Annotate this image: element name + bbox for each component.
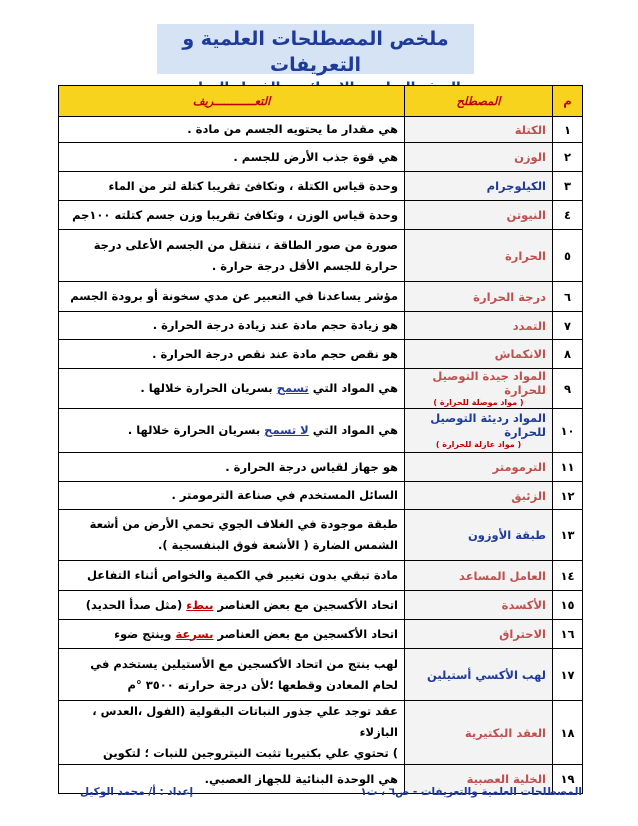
page-footer bbox=[58, 786, 582, 802]
row-term: التمدد bbox=[405, 312, 553, 340]
glossary-table bbox=[58, 85, 583, 794]
table-row bbox=[59, 482, 583, 510]
row-definition: هو نقص حجم مادة عند نقص درجة الحرارة . bbox=[59, 340, 405, 369]
table-header-row bbox=[59, 86, 583, 117]
row-term bbox=[405, 409, 553, 453]
table-row bbox=[59, 701, 583, 765]
table-row bbox=[59, 340, 583, 369]
row-definition: هي الوحدة البنائية للجهاز العصبي. bbox=[59, 765, 405, 794]
row-num: ١٣ bbox=[553, 510, 583, 561]
term-note: ( مواد عازلة للحرارة ) bbox=[435, 440, 522, 449]
row-term: الانكماش bbox=[405, 340, 553, 369]
row-definition: وحدة قياس الكتلة ، وتكافئ تقريبا كتلة لتر من الماء bbox=[59, 172, 405, 201]
row-term: الترمومتر bbox=[405, 453, 553, 482]
row-num: ١٤ bbox=[553, 561, 583, 591]
definition-part: وينتج ضوء bbox=[114, 626, 172, 641]
row-num: ٨ bbox=[553, 340, 583, 369]
row-term: الكتلة bbox=[405, 117, 553, 143]
definition-part: اتحاد الأكسجين مع بعض العناصر bbox=[217, 626, 398, 641]
definition-line: الشمس الضارة ( الأشعة فوق البنفسجية ). bbox=[157, 538, 398, 552]
definition-part: (مثل صدأ الحديد) bbox=[85, 597, 183, 612]
row-num: ١١ bbox=[553, 453, 583, 482]
row-definition bbox=[59, 649, 405, 701]
row-definition: مادة تبقي بدون تغيير في الكمية والخواص أثناء التفاعل bbox=[59, 561, 405, 591]
table-row bbox=[59, 282, 583, 312]
row-num: ٤ bbox=[553, 201, 583, 230]
row-num: ١ bbox=[553, 117, 583, 143]
row-term: الوزن bbox=[405, 143, 553, 172]
row-num: ١٦ bbox=[553, 620, 583, 649]
page-title: ملخص المصطلحات العلمية و التعريفات bbox=[182, 28, 449, 76]
table-row bbox=[59, 510, 583, 561]
row-definition: هو جهاز لقياس درجة الحرارة . bbox=[59, 453, 405, 482]
definition-part: اتحاد الأكسجين مع بعض العناصر bbox=[217, 597, 398, 612]
term-note: ( مواد موصلة للحرارة ) bbox=[433, 398, 524, 407]
row-definition: السائل المستخدم في صناعة الترمومتر . bbox=[59, 482, 405, 510]
row-definition bbox=[59, 510, 405, 561]
definition-line: عقد توجد علي جذور النباتات البقولية (الفول ،العدس ، البازلاء bbox=[92, 704, 398, 739]
row-definition bbox=[59, 409, 405, 453]
row-definition bbox=[59, 230, 405, 282]
row-num: ١٨ bbox=[553, 701, 583, 765]
definition-line: لحام المعادن وقطعها ؛لأن درجة حرارته ٣٥٠٠ °م bbox=[127, 677, 398, 692]
definition-part: هي المواد التي bbox=[312, 381, 398, 395]
row-term bbox=[405, 369, 553, 409]
definition-line: طبقة موجودة في الغلاف الجوي تحمي الأرض من أشعة bbox=[89, 517, 398, 531]
row-num: ١٢ bbox=[553, 482, 583, 510]
table-row bbox=[59, 561, 583, 591]
table-row bbox=[59, 453, 583, 482]
row-term: الكيلوجرام bbox=[405, 172, 553, 201]
definition-line: لهب ينتج من اتحاد الأكسجين مع الأستيلين يستخدم في bbox=[90, 656, 398, 671]
row-definition: هي مقدار ما يحتويه الجسم من مادة . bbox=[59, 117, 405, 143]
row-definition: مؤشر يساعدنا في التعبير عن مدي سخونة أو برودة الجسم bbox=[59, 282, 405, 312]
row-num: ١٩ bbox=[553, 765, 583, 794]
definition-part: بسريان الحرارة خلالها . bbox=[140, 381, 273, 395]
row-term: درجة الحرارة bbox=[405, 282, 553, 312]
table-row bbox=[59, 620, 583, 649]
row-num: ١٧ bbox=[553, 649, 583, 701]
table-row bbox=[59, 230, 583, 282]
table-row bbox=[59, 172, 583, 201]
row-definition: هي قوة جذب الأرض للجسم . bbox=[59, 143, 405, 172]
row-definition bbox=[59, 620, 405, 649]
row-num: ٦ bbox=[553, 282, 583, 312]
row-definition bbox=[59, 369, 405, 409]
row-term: طبقة الأوزون bbox=[405, 510, 553, 561]
row-term: الحرارة bbox=[405, 230, 553, 282]
row-term: الاحتراق bbox=[405, 620, 553, 649]
row-term: الخلية العصبية bbox=[405, 765, 553, 794]
row-num: ١٠ bbox=[553, 409, 583, 453]
definition-part: هي المواد التي bbox=[312, 423, 398, 437]
row-definition bbox=[59, 591, 405, 620]
row-definition: وحدة قياس الوزن ، وتكافئ تقريبا وزن جسم كتلته ١٠٠جم bbox=[59, 201, 405, 230]
row-term: لهب الأكسي أستيلين bbox=[405, 649, 553, 701]
footer-source: المصطلحات العلمية والتعريفات - ص٦ ، ت١ bbox=[360, 786, 582, 798]
header-num: م bbox=[553, 86, 583, 117]
row-term: النيوتن bbox=[405, 201, 553, 230]
definition-part: بسريان الحرارة خلالها . bbox=[127, 423, 261, 437]
row-num: ٣ bbox=[553, 172, 583, 201]
table-row bbox=[59, 143, 583, 172]
definition-emphasis: ببطء bbox=[186, 597, 214, 612]
row-definition: هو زيادة حجم مادة عند زيادة درجة الحرارة . bbox=[59, 312, 405, 340]
definition-emphasis: تسمح bbox=[276, 381, 309, 395]
table-row bbox=[59, 409, 583, 453]
term-label: المواد جيدة التوصيل للحرارة bbox=[432, 369, 546, 397]
definition-line: حرارة للجسم الأقل درجة حرارة . bbox=[211, 258, 398, 273]
row-term: الزئبق bbox=[405, 482, 553, 510]
table-row bbox=[59, 201, 583, 230]
page-header bbox=[157, 24, 474, 74]
header-definition: التعــــــــــــريف bbox=[59, 86, 405, 117]
row-num: ٥ bbox=[553, 230, 583, 282]
definition-emphasis: لا تسمح bbox=[264, 423, 309, 437]
table-row bbox=[59, 117, 583, 143]
definition-line: ) تحتوي علي بكتيريا تثبت النيتروجين للنبات ؛ لتكوين bbox=[102, 746, 398, 760]
row-num: ٢ bbox=[553, 143, 583, 172]
row-term: العامل المساعد bbox=[405, 561, 553, 591]
row-num: ٩ bbox=[553, 369, 583, 409]
definition-emphasis: بسرعة bbox=[175, 626, 214, 641]
term-label: المواد رديئة التوصيل للحرارة bbox=[430, 411, 546, 439]
definition-line: صورة من صور الطاقة ، تنتقل من الجسم الأعلى درجة bbox=[93, 237, 398, 252]
row-definition bbox=[59, 701, 405, 765]
table-row bbox=[59, 649, 583, 701]
row-num: ٧ bbox=[553, 312, 583, 340]
row-term: الأكسدة bbox=[405, 591, 553, 620]
footer-author: إعداد : أ/ محمد الوكيل bbox=[80, 786, 194, 798]
row-term: العقد البكتيرية bbox=[405, 701, 553, 765]
table-row bbox=[59, 312, 583, 340]
header-term: المصطلح bbox=[405, 86, 553, 117]
row-num: ١٥ bbox=[553, 591, 583, 620]
table-row bbox=[59, 369, 583, 409]
table-row bbox=[59, 591, 583, 620]
